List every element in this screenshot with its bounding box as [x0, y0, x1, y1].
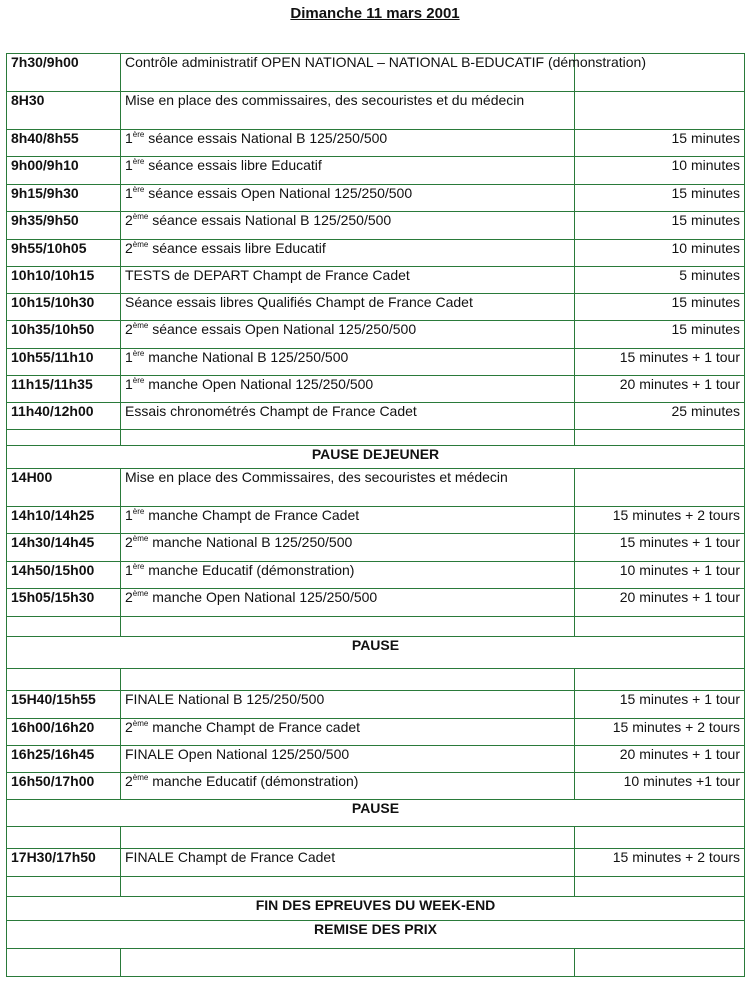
section-heading: REMISE DES PRIX: [7, 921, 745, 949]
duration-cell: 10 minutes +1 tour: [575, 773, 745, 800]
time-cell: 10h35/10h50: [7, 321, 121, 349]
activity-cell: [121, 589, 575, 617]
activity-text: Mise en place des commissaires, des secouristes et du médecin: [125, 92, 525, 108]
time-cell: 9h15/9h30: [7, 185, 121, 212]
time-cell: 10h10/10h15: [7, 267, 121, 294]
activity-cell: [121, 321, 575, 349]
activity-cell: [121, 719, 575, 746]
activity-text: FINALE Open National 125/250/500: [125, 746, 350, 762]
table-row: [7, 267, 745, 294]
empty-cell: [121, 827, 575, 849]
table-row: [7, 719, 745, 746]
ordinal-suffix: ème: [132, 719, 149, 728]
ordinal-number: 1: [125, 507, 133, 523]
ordinal-suffix: ère: [132, 130, 145, 139]
spacer-row: [7, 827, 745, 849]
empty-cell: [575, 617, 745, 637]
time-cell: 14H00: [7, 469, 121, 507]
duration-cell: 15 minutes + 2 tours: [575, 507, 745, 534]
empty-cell: [575, 430, 745, 446]
table-row: [7, 321, 745, 349]
activity-text: séance essais National B 125/250/500: [144, 130, 388, 146]
activity-cell: [121, 130, 575, 157]
time-cell: 14h30/14h45: [7, 534, 121, 562]
activity-cell: [121, 267, 575, 294]
empty-cell: [575, 877, 745, 897]
table-row: [7, 507, 745, 534]
section-row: [7, 446, 745, 469]
ordinal-number: 1: [125, 349, 133, 365]
activity-text: Essais chronométrés Champt de France Cadet: [125, 403, 417, 419]
table-row: [7, 746, 745, 773]
table-row: [7, 403, 745, 430]
empty-cell: [121, 617, 575, 637]
section-row: [7, 921, 745, 949]
duration-cell: [575, 469, 745, 507]
empty-cell: [575, 949, 745, 977]
table-row: [7, 849, 745, 877]
ordinal-suffix: ère: [132, 349, 145, 358]
activity-text: FINALE National B 125/250/500: [125, 691, 325, 707]
duration-cell: 5 minutes: [575, 267, 745, 294]
table-row: [7, 294, 745, 321]
activity-text: manche Educatif (démonstration): [144, 562, 355, 578]
time-cell: 9h00/9h10: [7, 157, 121, 185]
schedule-table: [6, 53, 745, 977]
time-cell: 16h00/16h20: [7, 719, 121, 746]
table-row: [7, 691, 745, 719]
ordinal-number: 2: [125, 773, 133, 789]
activity-text: manche National B 125/250/500: [148, 534, 353, 550]
ordinal-number: 2: [125, 534, 133, 550]
time-cell: 17H30/17h50: [7, 849, 121, 877]
table-row: [7, 157, 745, 185]
empty-cell: [7, 617, 121, 637]
duration-cell: 15 minutes: [575, 130, 745, 157]
activity-cell: [121, 54, 646, 92]
duration-cell: 10 minutes: [575, 240, 745, 267]
empty-cell: [121, 949, 575, 977]
duration-cell: 15 minutes: [575, 185, 745, 212]
ordinal-suffix: ème: [132, 589, 149, 598]
duration-cell: 20 minutes + 1 tour: [575, 376, 745, 403]
ordinal-number: 1: [125, 562, 133, 578]
duration-cell: 10 minutes: [575, 157, 745, 185]
time-cell: 10h55/11h10: [7, 349, 121, 376]
activity-cell: [121, 376, 575, 403]
activity-text: séance essais libre Educatif: [144, 157, 322, 173]
section-heading: PAUSE: [7, 800, 745, 827]
table-row: [7, 240, 745, 267]
time-cell: 16h25/16h45: [7, 746, 121, 773]
table-row: [7, 469, 745, 507]
ordinal-number: 1: [125, 130, 133, 146]
duration-cell: 25 minutes: [575, 403, 745, 430]
ordinal-suffix: ème: [132, 773, 149, 782]
activity-cell: [121, 157, 575, 185]
activity-cell: [121, 349, 575, 376]
duration-cell: [575, 92, 745, 130]
spacer-row: [7, 669, 745, 691]
activity-text: manche Open National 125/250/500: [148, 589, 378, 605]
table-row: [7, 54, 745, 92]
activity-cell: [121, 849, 575, 877]
empty-cell: [7, 949, 121, 977]
duration-cell: 20 minutes + 1 tour: [575, 746, 745, 773]
activity-text: Mise en place des Commissaires, des secouristes et médecin: [125, 469, 508, 485]
time-cell: 15h05/15h30: [7, 589, 121, 617]
duration-cell: 20 minutes + 1 tour: [575, 589, 745, 617]
ordinal-suffix: ème: [132, 534, 149, 543]
duration-cell: 15 minutes + 1 tour: [575, 534, 745, 562]
empty-cell: [121, 877, 575, 897]
time-cell: 8h40/8h55: [7, 130, 121, 157]
table-row: [7, 185, 745, 212]
spacer-row: [7, 877, 745, 897]
time-cell: 9h35/9h50: [7, 212, 121, 240]
section-row: [7, 637, 745, 669]
activity-text: séance essais National B 125/250/500: [148, 212, 392, 228]
empty-cell: [121, 669, 575, 691]
section-heading: PAUSE: [7, 637, 745, 669]
ordinal-number: 2: [125, 719, 133, 735]
activity-cell: [121, 212, 575, 240]
time-cell: 15H40/15h55: [7, 691, 121, 719]
time-cell: 16h50/17h00: [7, 773, 121, 800]
ordinal-number: 1: [125, 157, 133, 173]
section-heading: PAUSE DEJEUNER: [7, 446, 745, 469]
activity-cell: [121, 562, 575, 589]
activity-cell: [121, 691, 575, 719]
table-row: [7, 376, 745, 403]
empty-cell: [7, 430, 121, 446]
table-row: [7, 534, 745, 562]
ordinal-suffix: ère: [132, 562, 145, 571]
page-title: Dimanche 11 mars 2001: [290, 5, 460, 22]
table-row: [7, 130, 745, 157]
ordinal-suffix: ère: [132, 376, 145, 385]
activity-cell: [121, 403, 575, 430]
activity-text: manche Champt de France cadet: [148, 719, 361, 735]
time-cell: 7h30/9h00: [7, 54, 121, 92]
time-cell: 10h15/10h30: [7, 294, 121, 321]
activity-cell: [121, 534, 575, 562]
spacer-row: [7, 430, 745, 446]
section-row: [7, 897, 745, 921]
table-row: [7, 212, 745, 240]
activity-cell: [121, 507, 575, 534]
empty-cell: [7, 877, 121, 897]
activity-text: manche National B 125/250/500: [144, 349, 349, 365]
activity-text: manche Open National 125/250/500: [144, 376, 374, 392]
ordinal-suffix: ère: [132, 507, 145, 516]
time-cell: 11h15/11h35: [7, 376, 121, 403]
time-cell: 11h40/12h00: [7, 403, 121, 430]
activity-text: manche Educatif (démonstration): [148, 773, 359, 789]
activity-cell: [121, 240, 575, 267]
empty-cell: [7, 669, 121, 691]
time-cell: 9h55/10h05: [7, 240, 121, 267]
ordinal-suffix: ème: [132, 212, 149, 221]
duration-cell: 15 minutes + 2 tours: [575, 849, 745, 877]
time-cell: 8H30: [7, 92, 121, 130]
activity-text: séance essais libre Educatif: [148, 240, 326, 256]
ordinal-suffix: ère: [132, 157, 145, 166]
empty-cell: [121, 430, 575, 446]
duration-cell: 15 minutes + 2 tours: [575, 719, 745, 746]
spacer-row: [7, 949, 745, 977]
table-row: [7, 92, 745, 130]
ordinal-number: 2: [125, 240, 133, 256]
duration-cell: 15 minutes: [575, 321, 745, 349]
empty-cell: [575, 669, 745, 691]
ordinal-suffix: ème: [132, 240, 149, 249]
activity-cell: [121, 92, 575, 130]
duration-cell: 15 minutes: [575, 212, 745, 240]
ordinal-number: 2: [125, 321, 133, 337]
section-row: [7, 800, 745, 827]
ordinal-suffix: ème: [132, 321, 149, 330]
activity-cell: [121, 469, 575, 507]
ordinal-number: 2: [125, 212, 133, 228]
time-cell: 14h50/15h00: [7, 562, 121, 589]
activity-text: séance essais Open National 125/250/500: [144, 185, 413, 201]
activity-cell: [121, 294, 575, 321]
table-row: [7, 589, 745, 617]
activity-text: manche Champt de France Cadet: [144, 507, 360, 523]
activity-text: Séance essais libres Qualifiés Champt de France Cadet: [125, 294, 473, 310]
duration-cell: 15 minutes: [575, 294, 745, 321]
ordinal-number: 2: [125, 589, 133, 605]
ordinal-number: 1: [125, 376, 133, 392]
activity-text: séance essais Open National 125/250/500: [148, 321, 417, 337]
activity-cell: [121, 773, 575, 800]
activity-cell: [121, 185, 575, 212]
activity-text: FINALE Champt de France Cadet: [125, 849, 336, 865]
empty-cell: [575, 827, 745, 849]
duration-cell: 15 minutes + 1 tour: [575, 691, 745, 719]
table-row: [7, 349, 745, 376]
duration-cell: 15 minutes + 1 tour: [575, 349, 745, 376]
time-cell: 14h10/14h25: [7, 507, 121, 534]
spacer-row: [7, 617, 745, 637]
activity-cell: [121, 746, 575, 773]
section-heading: FIN DES EPREUVES DU WEEK-END: [7, 897, 745, 921]
empty-cell: [7, 827, 121, 849]
table-row: [7, 773, 745, 800]
ordinal-number: 1: [125, 185, 133, 201]
activity-text: Contrôle administratif OPEN NATIONAL – NATIONAL B-EDUCATIF (démonstration): [125, 54, 646, 70]
table-row: [7, 562, 745, 589]
ordinal-suffix: ère: [132, 185, 145, 194]
activity-text: TESTS de DEPART Champt de France Cadet: [125, 267, 410, 283]
duration-cell: 10 minutes + 1 tour: [575, 562, 745, 589]
